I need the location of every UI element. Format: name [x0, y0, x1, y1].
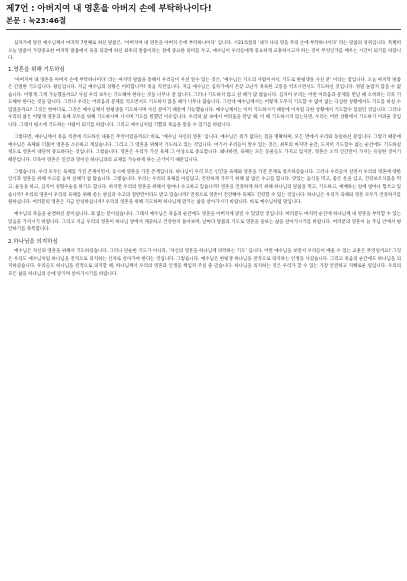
intro-paragraph: 십자가에 달린 예수님께서 마지막 7번째로 하신 말씀은, ‘아버지여 내 영혼을 아버지 손에 부탁하나이다’ 입니다. 시31:5절의 ‘내가 나의 영을 주의 손에 부탁하나이다’ 라는 말씀의 성취입니다. 특별히 오늘 말씀이 가장중요한 마지막 말씀에서 육을 되찾에 하신 죄후의 말씀이라는 점에 중요한 의미를 두고, 예수님이 우리들에게 중요하게 교훈하시고자 하는 것이 무엇인가를 배우는 시간이 되기를 바랍니다.: [8, 41, 401, 62]
section-2-paragraph-1: 예수님은 자신의 영혼을 위해서 기도하셨습니다. 그러나 단순한 기도가 아니라, ‘자신의 영혼을 하나님께 의탁하는 기도’ 입니다. 어떤 예수님을 보면서 우리들이 배울 수 있는 교훈은 무엇일까요? 그것은 우리도 예수님처럼 하나님을 전적으로 의지하는 신자로 살아가야 한다는 것입니다. 그렇습니다. 예수님은 한평생 하나님을 전적으로 의지하는 인생을 사셨습니다. 그리고 죽음의 순간에도 하나님을 의지하셨습니다. 우리들도 하나님을 전적으로 의지할 때, 하나님께서 우리의 영혼과 인생을 책임져 주실 줄 믿습니다. 하나님을 의지하는 것은 우리가 할 수 있는 가장 안전하고 지혜로운 일입니다. 우리의 모든 삶을 하나님의 손에 맡기며 살아가시기를 바랍니다.: [8, 249, 401, 277]
header-divider: [6, 29, 401, 30]
body-paragraph-5: 예수님의 죽음을 순결하신 분이십니다. 죄 없는 분이셨습니다. 그래서 예수님은 죽음의 순간에도 영혼을 아버지께 맡길 수 있었던 것입니다. 여러분도 마지막 순간에 하나님께 내 영혼을 부탁할 수 있는 믿음을 가지시기 바랍니다. 그리고 지금 우리의 영혼이 하나님 앞에서 깨끗하고 건강한지 돌아보며, 날마다 말씀과 기도로 영혼을 돌보는 삶을 살아가시기를 바랍니다. 여러분의 영혼이 늘 주님 안에서 평안하기를 축복합니다.: [8, 212, 401, 233]
scripture-reference: 본문 : 눅23:46절: [6, 16, 67, 25]
section-heading-1: 1.영혼을 위해 기도하심: [8, 67, 65, 74]
document-body: [8, 40, 401, 283]
body-paragraph-3: 그렇다면, 예수님께서 죽음 직전에 기도하신 내용은 무엇이었을까요? 바로, ‘예수님 자신의 영혼’ 입니다. 예수님은 죄가 없다는 점을 명확하며, 모든 면에서 우리와 동일하신 분입니다. 그렇기 때문에 예수님은 육체와 더불어 영혼을 소유하고 계셨습니다. 그리고 그 영혼을 위해서 기도하고 있는 것입니다. 여기서 우리들이 알수 있는 것은, 최후의 마지막 순간, 도저히 기도할수 없는 순간에도 기도하실 정도로 영혼이 대단히 중요하다는 것입니다. 그렇습니다. 영혼은 우리가 가진 육체 그 이상으로 중요합니다. 왜냐하면, 육체는 모든 동물들도 가지고 있지만, 영혼은 오직 인간만이 가지는 유일한 것이기 때문입니다. 더욱이 영혼은 인간과 영이신 하나님과의 교제를 가능하게 하는 근거이기 때문입니다.: [8, 135, 401, 163]
section-1-paragraph-1: ‘아버지여 내 영혼을 아버지 손에 부탁하나이다’ 라는 마지막 말씀을 통해서 우리들이 우선 알수 있는 것은, ‘예수님은 기도의 사람이셔서, 기도로 한평생을 사신 분’ 이라는 점입니다. 오늘 마지막 말씀은 간절한 기도입니다. 왕들입니다. 지금 예수님의 상황은 어떠합니까? 죽음 직전입니다. 지금 예수님은 십자가에서 온갖 고난가 혹독한 고통을 억조시면서도 기도하신 것입니다. 정말 놀랍지 않을 수 없습니다. 어떻게 그게 가능했을까요? 사실 우리 보두는 기도해야 한다는 것을 너무나 잘 압니다. 그러나 기도하지 않고 살 때가 많 많습니다. 심지어 우리는 어떤 어려움과 문제를 만날 때 오히려는 더욱 기도해야 한다는 것을 압니다. 그러나 우리는 어려움과 문제를 억오면서도 기도하지 않을 때가 너무나 많습니다. 그런데 예수님께서는 어떻게 도무지 기도할 수 없어 없는 극심한 상황에서도 기도를 하실 수 있었을까요? 그것은 한마디로, 그것은 예수님께서 한평생을 기도하시며 사신 분이기 때문에 가능했습니다. 예수님께서는 이미 기도하시기 때문에 이처럼 극한 상황에서 기도할수 있었던 것입니다. 그러나 우리의 삶은 어떻게 영혼과 육체 모두를 위해 기도하시며 사시며 기도를 원했던 이유입니다. 우리의 삶 속에서 어려움을 만날 때, 이 때 기도하시지 않는다면, 우리는 어떤 상황에서 기도하기 어려울 것입니다. 그래서 평소에 기도하는 사람이 되기를 바랍니다. 그리고 예수님처럼 기쁨의 죽음을 맞을 수 있기를 바랍니다.: [8, 77, 401, 129]
body-paragraph-4: 그렇습니다. 우리 모두는 육체를 가진 존재이면서, 동시에 영혼을 가진 존재입니다. 하나님이 우리 모든 인간을 육체와 영혼을 가진 존재로 창조하셨습니다. 그러나 우리들이 살면서 우리의 영혼에 대한 인식과 영혼을 위해 수고를 놓쳐 살때가 참 많습니다. 그렇습니다. 우리는 우리의 육체를 아름답고, 건강하게 가꾸기 위해 참 많은 수고를 합니다. 맛있는 음식을 먹고, 좋은 옷을 입고, 건강보조식품을 먹고, 운동을 하고, 심지어 성형수술을 하기도 합니다. 하지만 우리의 영혼을 위해서 얼마나 수고하고 있습니까? 영혼을 건강하게 하기 위해 하나님의 말씀을 먹고, 기도하고, 예배하는 일에 얼마나 힘쓰고 있습니까? 우리의 영혼이 우리의 육체를 위해 쏟는 관심과 수고의 절반만이라도 받고 있습니까? 진정으로 영혼이 건강해야 육체도 건강할 수 있는 것입니다. 하나님은 우리가 육체와 영혼 모두가 건강하기를 원하십니다. 여러분의 영혼은 지금 안녕하십니까? 우리의 영혼을 위해 기도하며 하나님께 맡기는 삶을 살아가시기 바랍니다. 바로 예수님처럼 말입니다.: [8, 169, 402, 206]
sermon-title: 제7언 : 아버지여 내 영혼을 아버지 손에 부탁하나이다!: [6, 4, 212, 14]
document-header: [6, 4, 401, 26]
section-heading-2: 2.하나님을 의지하심: [8, 238, 58, 245]
